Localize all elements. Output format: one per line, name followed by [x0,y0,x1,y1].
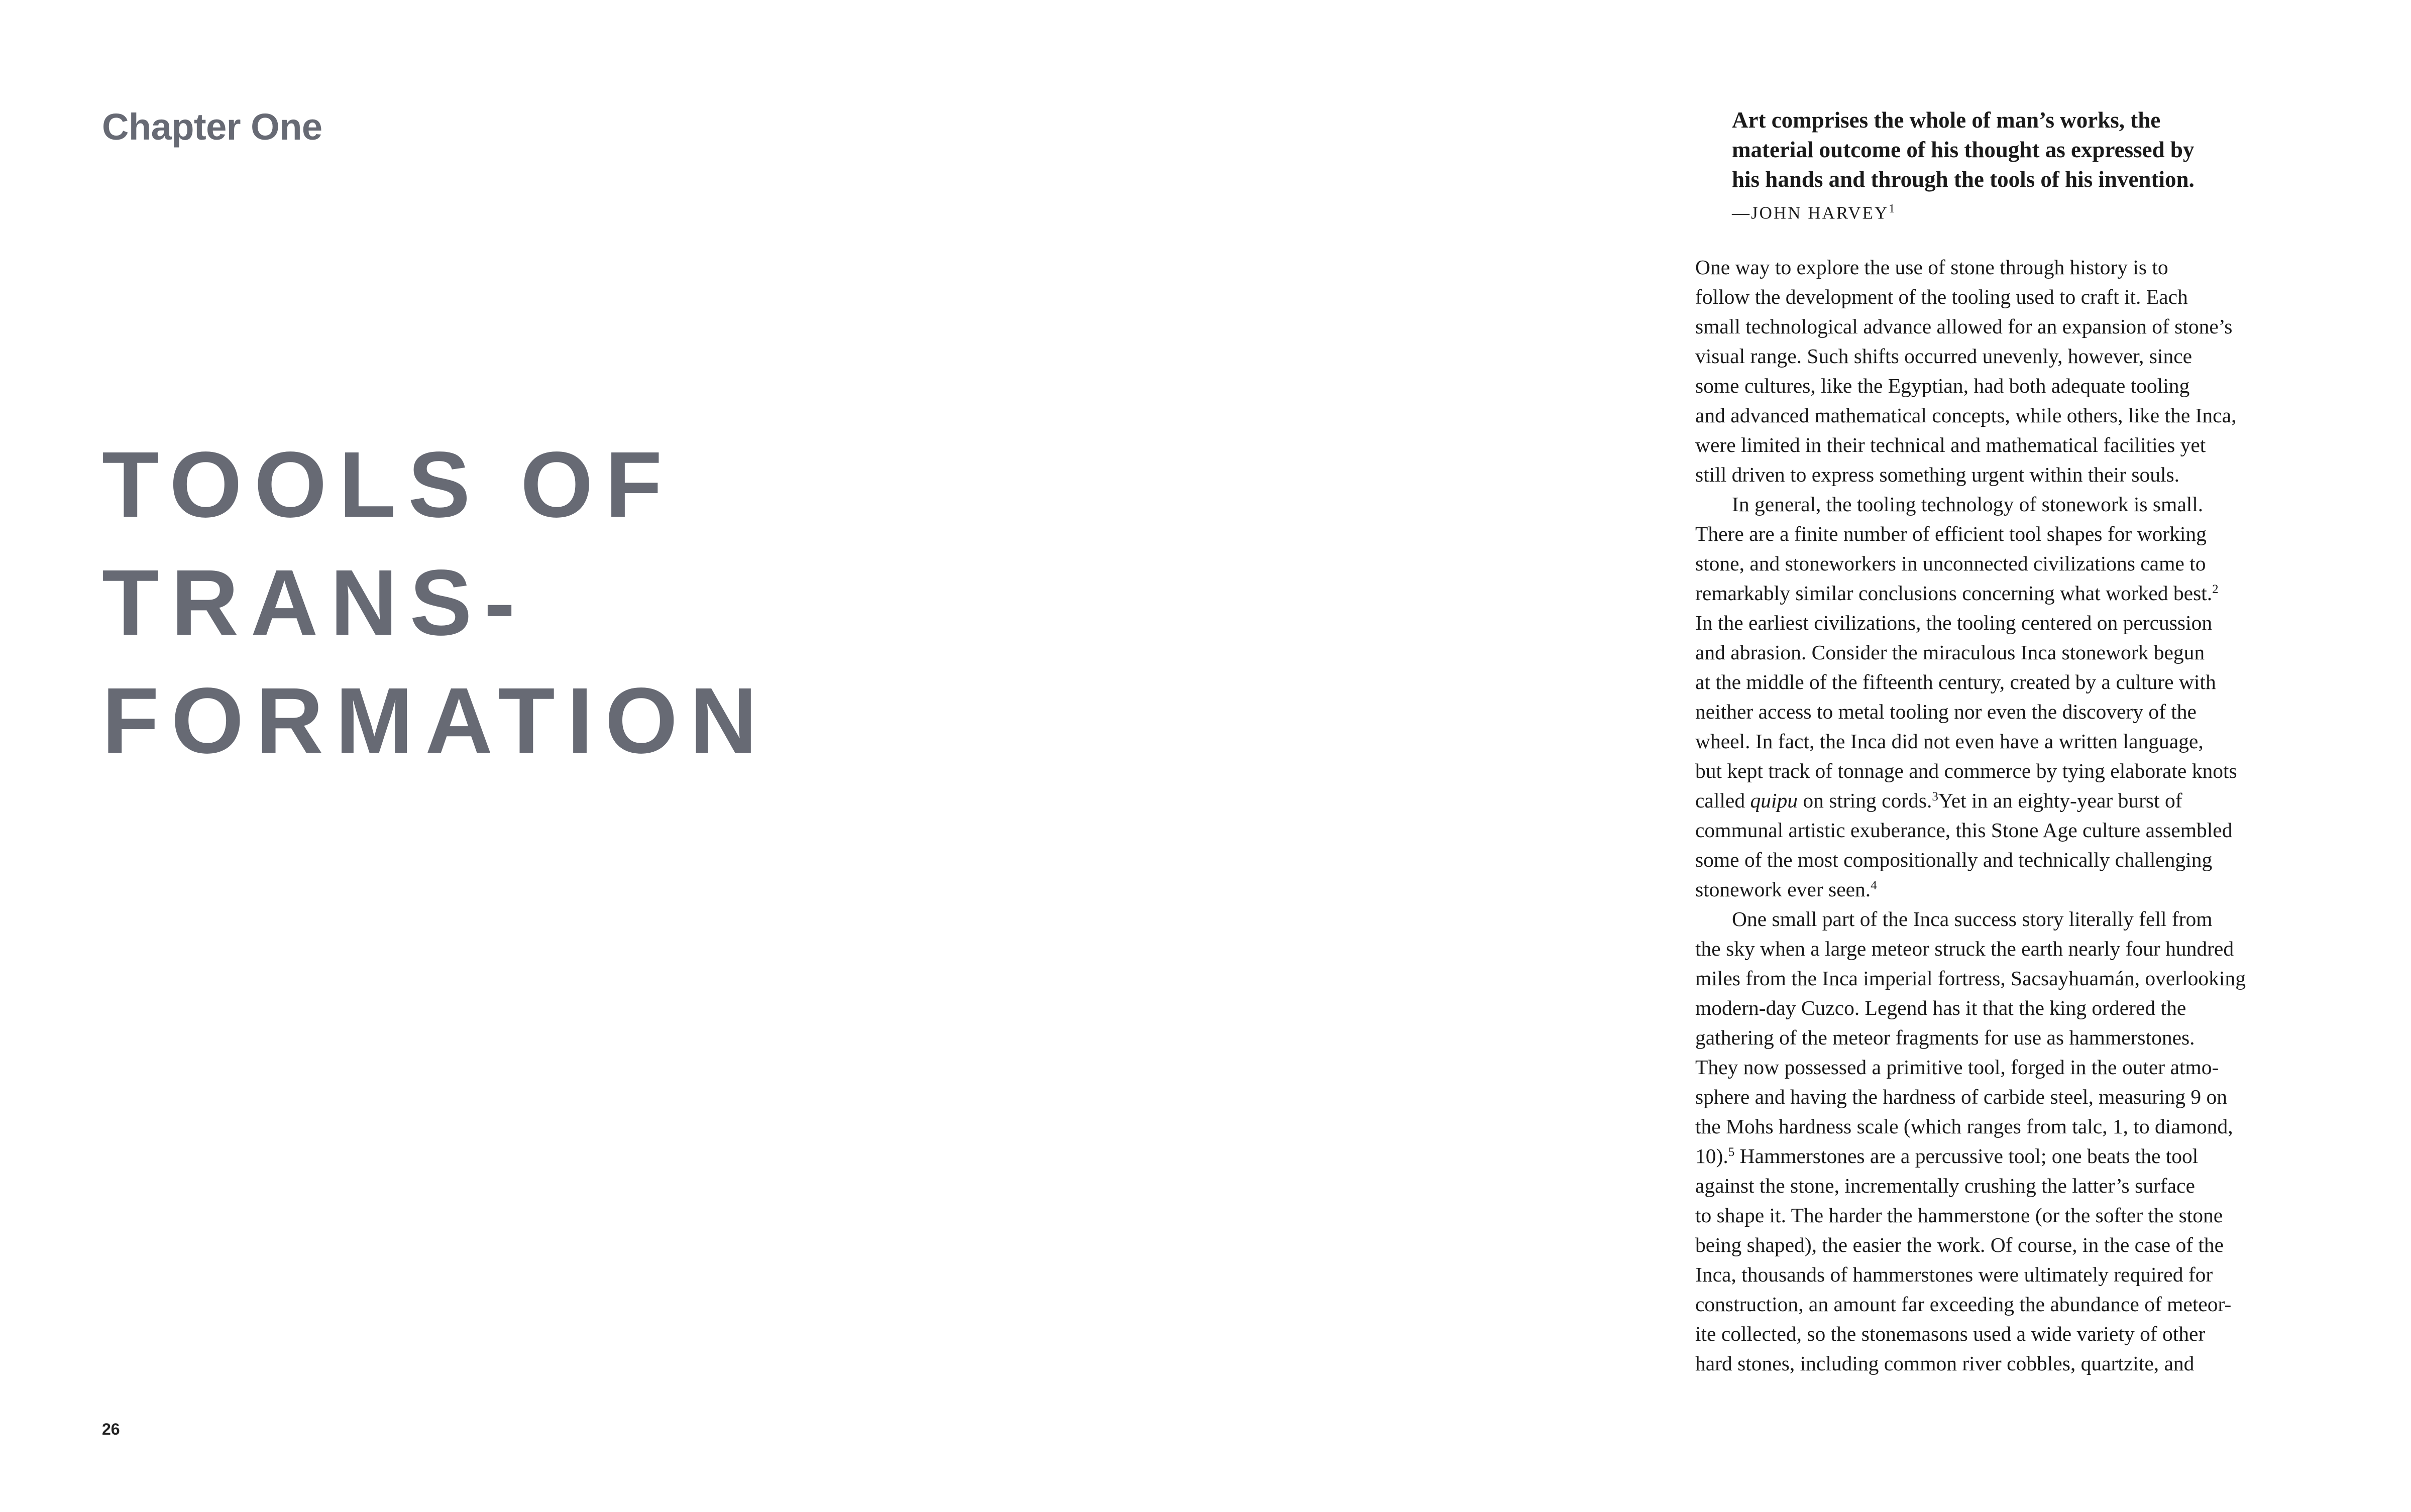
body-line: There are a finite number of efficient tool shapes for working [1695,522,2207,545]
right-page [1206,0,2411,1512]
body-line: and abrasion. Consider the miraculous Inca stonework begun [1695,641,2205,664]
body-line: at the middle of the fifteenth century, created by a culture with [1695,670,2216,693]
body-line: to shape it. The harder the hammerstone (or the softer the stone [1695,1204,2223,1227]
body-line: follow the development of the tooling used to craft it. Each [1695,285,2188,308]
footnote-ref: 3 [1932,790,1938,803]
footnote-ref: 4 [1871,879,1877,892]
body-line: miles from the Inca imperial fortress, Sacsayhuamán, overlooking [1695,967,2246,990]
body-line: One way to explore the use of stone through history is to [1695,256,2168,279]
body-line: communal artistic exuberance, this Stone Age culture assembled [1695,819,2233,842]
chapter-title-line: FORMATION [102,669,770,773]
epigraph-line: material outcome of his thought as expressed by [1732,137,2195,162]
body-line: They now possessed a primitive tool, forged in the outer atmo- [1695,1056,2219,1079]
body-line: were limited in their technical and mathematical facilities yet [1695,433,2206,456]
body-line: gathering of the meteor fragments for use as hammerstones. [1695,1026,2195,1049]
chapter-label: Chapter One [102,106,322,148]
body-line: being shaped), the easier the work. Of course, in the case of the [1695,1233,2224,1256]
body-line: and advanced mathematical concepts, while others, like the Inca, [1695,404,2237,427]
body-line: neither access to metal tooling nor even the discovery of the [1695,700,2197,723]
body-line: remarkably similar conclusions concerning what worked best.$^2$ [1695,581,2219,605]
epigraph-attribution [1732,194,2310,228]
body-line: against the stone, incrementally crushing the latter’s surface [1695,1174,2195,1197]
epigraph-line: his hands and through the tools of his invention. [1732,167,2195,192]
epigraph [1732,105,2310,228]
body-line: stone, and stoneworkers in unconnected civilizations came to [1695,552,2206,575]
body-line: but kept track of tonnage and commerce by tying elaborate knots [1695,759,2237,782]
body-line: some of the most compositionally and technically challenging [1695,848,2213,871]
body-line: the sky when a large meteor struck the earth nearly four hundred [1695,937,2234,960]
body-text [1695,253,2348,1378]
epigraph-author: —JOHN HARVEY [1732,203,1889,223]
body-line: One small part of the Inca success story literally fell from [1732,907,2213,931]
body-line: construction, an amount far exceeding the abundance of meteor- [1695,1293,2232,1316]
footnote-ref: 2 [2212,583,2219,596]
body-line: visual range. Such shifts occurred unevenly, however, since [1695,344,2193,368]
chapter-title-line: TOOLS OF [102,433,675,537]
body-line: modern-day Cuzco. Legend has it that the king ordered the [1695,996,2186,1019]
body-line: some cultures, like the Egyptian, had both adequate tooling [1695,374,2190,397]
epigraph-line: Art comprises the whole of man’s works, the [1732,107,2161,133]
chapter-title [102,426,769,780]
body-line: still driven to express something urgent within their souls. [1695,463,2180,486]
chapter-title-line: TRANS- [102,551,527,655]
body-line: the Mohs hardness scale (which ranges from talc, 1, to diamond, [1695,1115,2233,1138]
body-line: wheel. In fact, the Inca did not even have a written language, [1695,730,2204,753]
body-line: 10).$^5$ Hammerstones are a percussive tool; one beats the tool [1695,1144,2199,1168]
body-line: Inca, thousands of hammerstones were ultimately required for [1695,1263,2213,1286]
body-line: called quipu on string cords.$^3$Yet in an eighty-year burst of [1695,789,2182,812]
page-number-left: 26 [102,1420,120,1438]
footnote-ref: 5 [1728,1145,1735,1159]
body-line: hard stones, including common river cobbles, quartzite, and [1695,1352,2195,1375]
body-line: small technological advance allowed for an expansion of stone’s [1695,315,2233,338]
body-line: sphere and having the hardness of carbide steel, measuring 9 on [1695,1085,2228,1108]
italic-term: quipu [1750,789,1798,812]
body-line: In the earliest civilizations, the tooling centered on percussion [1695,611,2213,634]
body-line: stonework ever seen.$^4$ [1695,878,1877,901]
body-line: In general, the tooling technology of stonework is small. [1732,493,2204,516]
body-line: ite collected, so the stonemasons used a wide variety of other [1695,1322,2206,1345]
footnote-ref: 1 [1889,202,1895,215]
epigraph-quote [1732,105,2310,194]
